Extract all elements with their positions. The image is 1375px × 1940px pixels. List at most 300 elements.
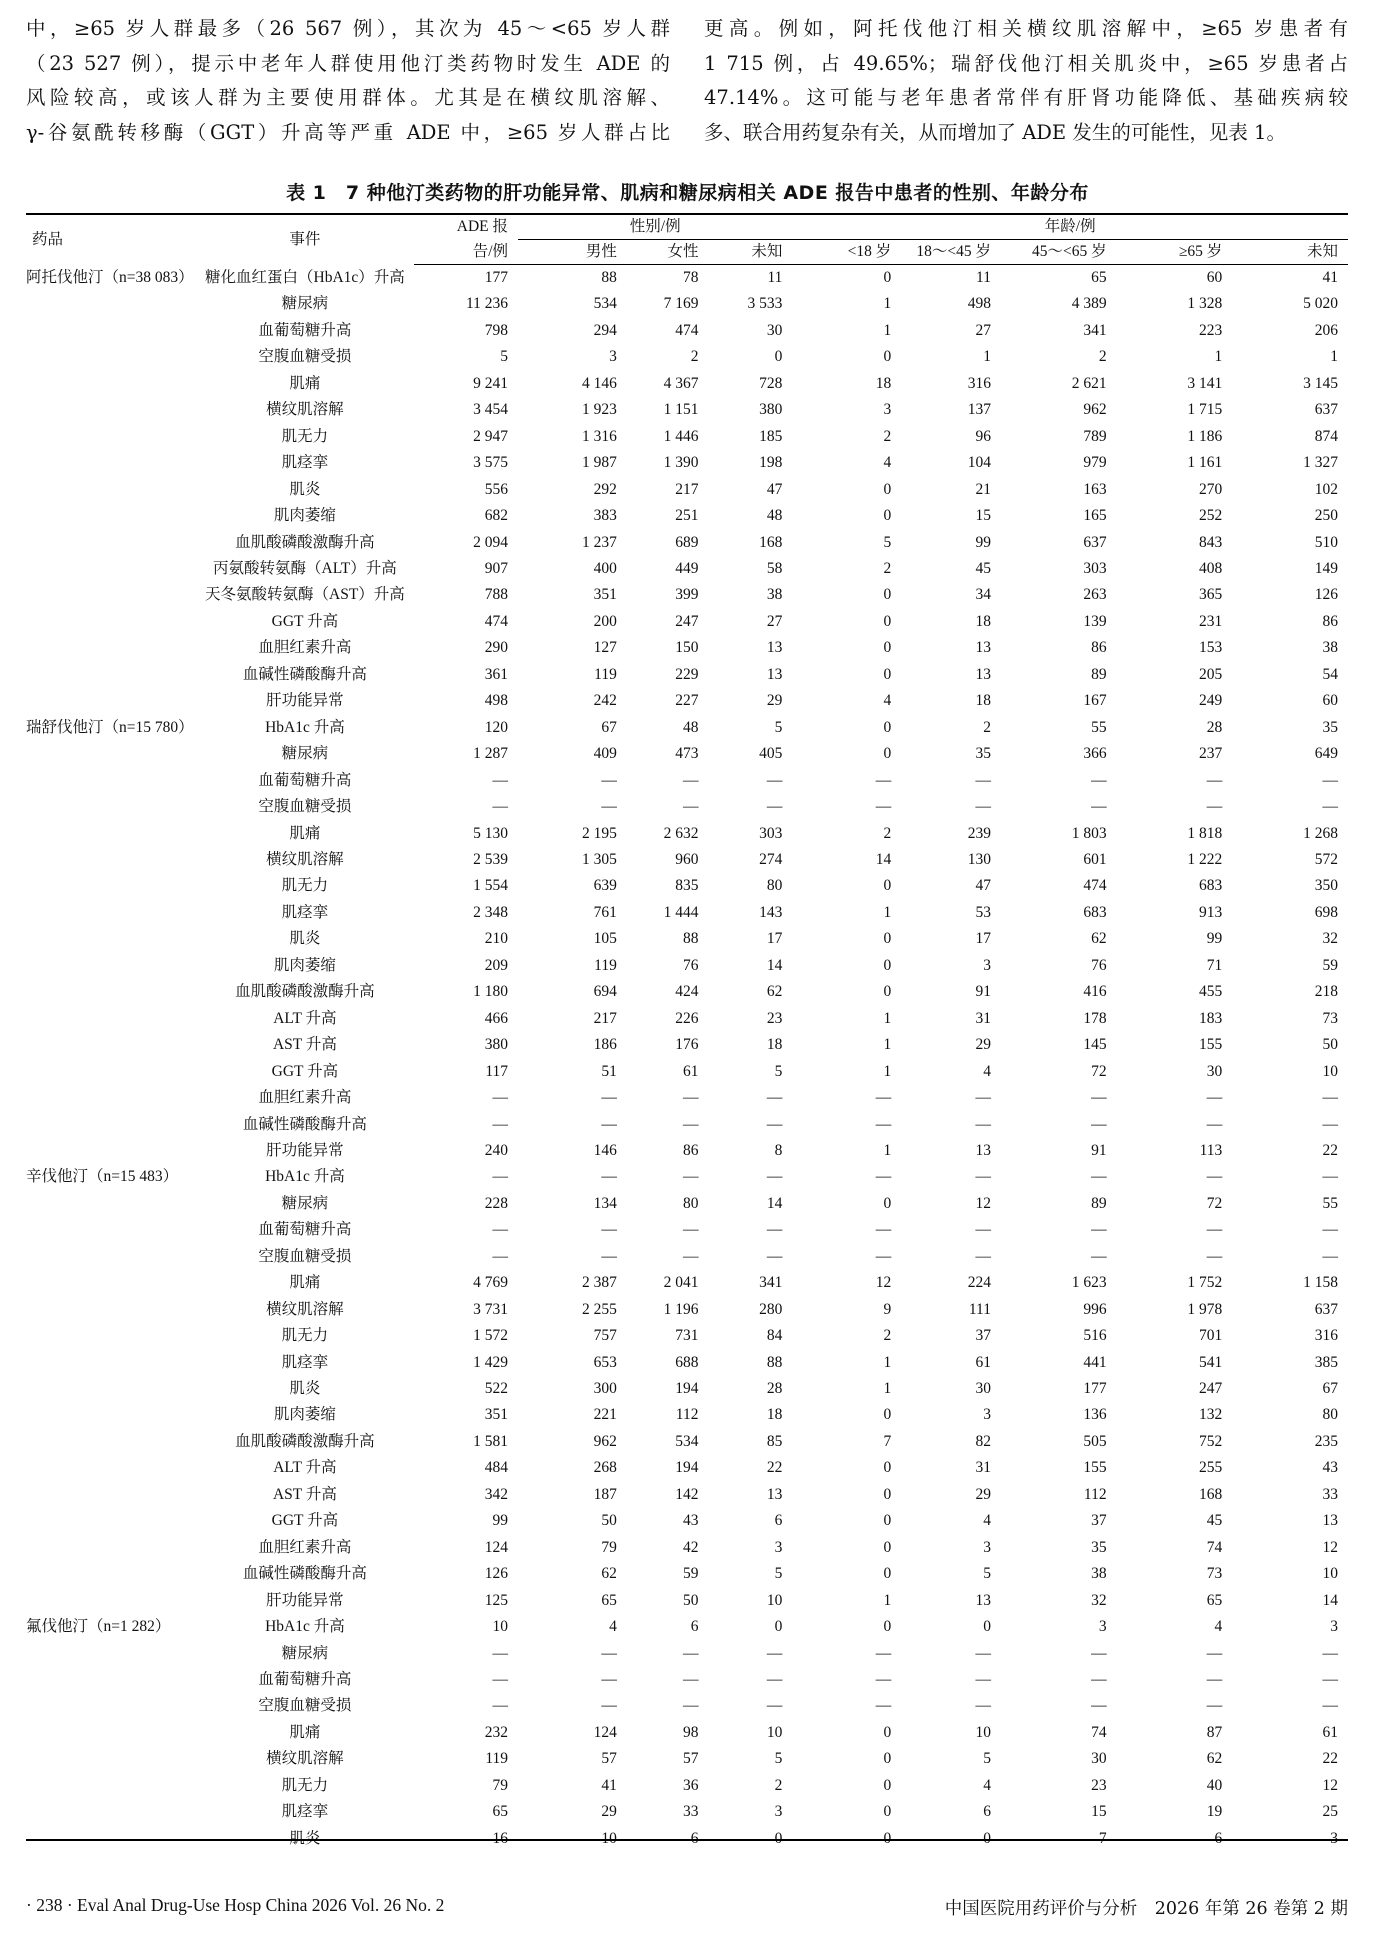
sex-unknown-cell: 62 [766, 983, 783, 1001]
event-cell: 丙氨酸转氨酶（ALT）升高 [213, 559, 397, 577]
event-cell: 肌痛 [289, 824, 321, 842]
ade-count-cell: 120 [484, 718, 509, 736]
age-45-65-cell: 263 [1083, 586, 1107, 604]
sex-unknown-cell: 380 [759, 401, 783, 419]
female-cell: 4 367 [663, 374, 699, 392]
age-under-18-cell: 1 [883, 1141, 892, 1159]
age-under-18-cell: 18 [875, 374, 892, 392]
male-cell: 1 305 [581, 850, 617, 868]
age-under-18-cell: 0 [883, 1194, 892, 1212]
ade-count-cell: — [492, 1671, 509, 1689]
age-under-18-cell: 1 [883, 903, 892, 921]
male-cell: 119 [594, 956, 617, 974]
male-cell: 1 987 [581, 454, 617, 472]
age-65-plus-cell: 270 [1199, 480, 1223, 498]
event-cell: 肌无力 [281, 1776, 329, 1794]
age-under-18-cell: 0 [883, 1618, 892, 1636]
age-18-45-cell: 29 [975, 1036, 991, 1054]
header-age-under-18: <18 岁 [792, 240, 901, 265]
event-cell: 肝功能异常 [266, 1591, 344, 1609]
female-cell: 689 [675, 533, 699, 551]
sex-unknown-cell: 5 [774, 1062, 783, 1080]
footer-right: 中国医院用药评价与分析 2026 年第 26 卷第 2 期 [944, 1899, 1348, 1919]
age-under-18-cell: — [875, 1089, 892, 1107]
ade-count-cell: 209 [484, 956, 509, 974]
age-65-plus-cell: 1 222 [1187, 850, 1223, 868]
table-row [26, 450, 1348, 476]
age-unknown-cell: 35 [1322, 718, 1338, 736]
age-65-plus-cell: 40 [1206, 1776, 1223, 1794]
table-row [26, 1746, 1348, 1772]
age-65-plus-cell: 231 [1199, 612, 1223, 630]
drug-cell [26, 1244, 196, 1270]
table-row [26, 318, 1348, 344]
age-65-plus-cell: — [1206, 1089, 1223, 1107]
age-unknown-cell: 54 [1322, 665, 1338, 683]
event-cell: HbA1c 升高 [265, 1168, 345, 1186]
age-65-plus-cell: — [1206, 1221, 1223, 1239]
ade-count-cell: 99 [492, 1512, 509, 1530]
drug-cell [26, 1112, 196, 1138]
sex-unknown-cell: 5 [774, 1565, 783, 1583]
age-under-18-cell: 2 [883, 1327, 892, 1345]
age-under-18-cell: 1 [883, 1036, 892, 1054]
drug-cell [26, 1614, 196, 1640]
age-under-18-cell: 0 [883, 1803, 892, 1821]
male-cell: 10 [601, 1829, 617, 1847]
ade-count-cell: 65 [492, 1803, 509, 1821]
drug-cell [26, 715, 196, 741]
ade-count-cell: 290 [484, 639, 509, 657]
table-row [26, 1032, 1348, 1058]
event-cell: 横纹肌溶解 [266, 850, 344, 868]
drug-cell [26, 847, 196, 873]
sex-unknown-cell: — [766, 1089, 783, 1107]
age-45-65-cell: 55 [1091, 718, 1107, 736]
event-cell: 肌肉萎缩 [273, 507, 336, 525]
age-45-65-cell: 167 [1083, 692, 1107, 710]
drug-cell [26, 900, 196, 926]
female-cell: 86 [682, 1141, 699, 1159]
age-45-65-cell: 441 [1083, 1353, 1107, 1371]
male-cell: 383 [593, 507, 617, 525]
female-cell: 194 [675, 1380, 699, 1398]
age-under-18-cell: 0 [883, 1512, 892, 1530]
header-ade-line1: ADE 报 [456, 218, 509, 236]
drug-cell [26, 1350, 196, 1376]
male-cell: — [601, 1221, 617, 1239]
male-cell: 62 [601, 1565, 617, 1583]
ade-count-cell: 788 [484, 586, 509, 604]
male-cell: 1 316 [581, 427, 617, 445]
ade-count-cell: — [492, 1089, 509, 1107]
male-cell: — [601, 1671, 617, 1689]
header-age-group: 年龄/例 [792, 215, 1348, 240]
ade-count-cell: — [492, 1221, 509, 1239]
event-cell: 天冬氨酸转氨酶（AST）升高 [205, 586, 405, 604]
sex-unknown-cell: — [766, 1221, 783, 1239]
ade-count-cell: 342 [484, 1485, 509, 1503]
table-row [26, 926, 1348, 952]
table-row [26, 1376, 1348, 1402]
table-row [26, 1350, 1348, 1376]
male-cell: 124 [593, 1723, 617, 1741]
table-row [26, 1720, 1348, 1746]
age-18-45-cell: 137 [967, 401, 991, 419]
age-45-65-cell: 2 [1098, 348, 1107, 366]
header-age-18-45: 18～<45 岁 [901, 240, 1001, 265]
male-cell: 88 [601, 269, 617, 286]
ade-count-cell: 351 [484, 1406, 509, 1424]
event-cell: 肌炎 [289, 1380, 321, 1398]
sex-unknown-cell: 30 [766, 321, 783, 339]
age-65-plus-cell: 155 [1199, 1036, 1223, 1054]
ade-count-cell: 361 [484, 665, 509, 683]
age-18-45-cell: 47 [975, 877, 991, 895]
drug-cell [26, 1455, 196, 1481]
male-cell: 41 [601, 1776, 617, 1794]
age-18-45-cell: 17 [975, 930, 991, 948]
ade-count-cell: 10 [492, 1618, 509, 1636]
male-cell: 221 [593, 1406, 617, 1424]
age-under-18-cell: 0 [883, 507, 892, 525]
ade-count-cell: 1 572 [473, 1327, 509, 1345]
ade-count-cell: — [492, 798, 509, 816]
sex-unknown-cell: — [766, 1168, 783, 1186]
ade-count-cell: 4 769 [473, 1274, 509, 1292]
drug-cell [26, 1429, 196, 1455]
age-under-18-cell: 0 [883, 639, 892, 657]
age-18-45-cell: 12 [975, 1194, 991, 1212]
age-18-45-cell: 21 [975, 480, 991, 498]
age-45-65-cell: 516 [1083, 1327, 1107, 1345]
male-cell: 409 [593, 745, 617, 763]
sex-unknown-cell: 28 [766, 1380, 783, 1398]
drug-cell [26, 344, 196, 370]
age-18-45-cell: 27 [975, 321, 991, 339]
age-18-45-cell: 3 [983, 1406, 991, 1424]
event-cell: 肌肉萎缩 [273, 1406, 336, 1424]
age-65-plus-cell: 72 [1206, 1194, 1223, 1212]
age-18-45-cell: 15 [975, 507, 991, 525]
age-unknown-cell: 637 [1314, 1300, 1338, 1318]
age-65-plus-cell: 1 328 [1187, 295, 1223, 313]
table-row [26, 1164, 1348, 1190]
female-cell: 534 [675, 1432, 699, 1450]
header-drug: 药品 [32, 230, 64, 248]
drug-cell [26, 1535, 196, 1561]
drug-cell [26, 371, 196, 397]
age-18-45-cell: 35 [975, 745, 991, 763]
female-cell: 36 [682, 1776, 699, 1794]
drug-cell [26, 1720, 196, 1746]
age-under-18-cell: 0 [883, 1723, 892, 1741]
age-18-45-cell: — [975, 1644, 991, 1662]
age-45-65-cell: 3 [1098, 1618, 1107, 1636]
female-cell: — [682, 1168, 699, 1186]
table-row [26, 979, 1348, 1005]
age-unknown-cell: 102 [1314, 480, 1338, 498]
intro-right-line: 47.14%。这可能与老年患者常伴有肝肾功能降低、基础疾病较 [704, 86, 1348, 109]
age-45-65-cell: 38 [1091, 1565, 1107, 1583]
ade-count-cell: — [492, 1115, 509, 1133]
ade-count-cell: — [492, 1644, 509, 1662]
age-18-45-cell: 13 [975, 639, 991, 657]
age-unknown-cell: 86 [1322, 612, 1338, 630]
male-cell: — [601, 1089, 617, 1107]
header-event: 事件 [289, 230, 321, 248]
age-18-45-cell: 91 [975, 983, 991, 1001]
age-65-plus-cell: 6 [1214, 1829, 1223, 1847]
age-18-45-cell: 82 [975, 1432, 991, 1450]
age-45-65-cell: 341 [1083, 321, 1107, 339]
intro-left-column [26, 12, 670, 150]
age-65-plus-cell: 30 [1206, 1062, 1223, 1080]
age-65-plus-cell: 99 [1206, 930, 1223, 948]
age-unknown-cell: — [1322, 1168, 1338, 1186]
age-under-18-cell: 2 [883, 824, 892, 842]
age-unknown-cell: 43 [1322, 1459, 1338, 1477]
drug-cell [26, 530, 196, 556]
female-cell: 474 [675, 321, 699, 339]
ade-count-cell: 798 [484, 321, 509, 339]
ade-count-cell: 466 [484, 1009, 509, 1027]
ade-count-cell: 3 454 [473, 401, 509, 419]
sex-unknown-cell: 48 [766, 507, 783, 525]
female-cell: 142 [675, 1485, 699, 1503]
sex-unknown-cell: — [766, 798, 783, 816]
ade-count-cell: 1 429 [473, 1353, 509, 1371]
age-45-65-cell: 155 [1083, 1459, 1107, 1477]
male-cell: 3 [609, 348, 617, 366]
age-unknown-cell: — [1322, 771, 1338, 789]
female-cell: — [682, 1089, 699, 1107]
female-cell: — [682, 1115, 699, 1133]
age-18-45-cell: 239 [967, 824, 991, 842]
female-cell: — [682, 1221, 699, 1239]
event-cell: 肌无力 [281, 877, 329, 895]
header-sex-unknown: 未知 [708, 240, 792, 265]
table-row [26, 1482, 1348, 1508]
table-row [26, 1429, 1348, 1455]
table-row [26, 1508, 1348, 1534]
header-sex-group: 性别/例 [518, 215, 792, 240]
age-65-plus-cell: 249 [1199, 692, 1223, 710]
age-45-65-cell: — [1091, 798, 1107, 816]
female-cell: 43 [682, 1512, 699, 1530]
female-cell: 1 444 [663, 903, 699, 921]
age-45-65-cell: — [1091, 1221, 1107, 1239]
female-cell: 247 [675, 612, 699, 630]
age-unknown-cell: 67 [1322, 1380, 1338, 1398]
event-cell: 糖化血红蛋白（HbA1c）升高 [205, 268, 405, 286]
table-row [26, 503, 1348, 529]
age-18-45-cell: 2 [983, 718, 991, 736]
event-cell: 糖尿病 [281, 295, 329, 313]
event-cell: 肌炎 [289, 480, 321, 498]
age-unknown-cell: 316 [1314, 1327, 1338, 1345]
age-45-65-cell: 996 [1083, 1300, 1107, 1318]
sex-unknown-cell: 274 [759, 850, 783, 868]
female-cell: 42 [682, 1538, 699, 1556]
ade-count-cell: 1 581 [473, 1432, 509, 1450]
drug-cell [26, 1667, 196, 1693]
male-cell: 105 [593, 930, 617, 948]
age-65-plus-cell: 87 [1206, 1723, 1223, 1741]
age-18-45-cell: 4 [983, 1062, 991, 1080]
age-under-18-cell: 2 [883, 559, 892, 577]
age-18-45-cell: 96 [975, 427, 991, 445]
age-unknown-cell: 32 [1322, 930, 1338, 948]
age-65-plus-cell: — [1206, 1247, 1223, 1265]
ade-count-cell: 1 554 [473, 877, 509, 895]
ade-count-cell: 498 [484, 692, 509, 710]
male-cell: 67 [601, 718, 617, 736]
drug-cell [26, 503, 196, 529]
table-container [26, 213, 1348, 1852]
drug-cell [26, 821, 196, 847]
age-45-65-cell: — [1091, 771, 1107, 789]
event-cell: 肌炎 [289, 1829, 321, 1847]
age-unknown-cell: 698 [1314, 903, 1338, 921]
age-18-45-cell: 0 [983, 1829, 991, 1847]
age-45-65-cell: 76 [1091, 956, 1107, 974]
age-18-45-cell: — [975, 1089, 991, 1107]
sex-unknown-cell: 84 [766, 1327, 783, 1345]
table-row [26, 1323, 1348, 1349]
header-age-65-plus: ≥65 岁 [1117, 240, 1233, 265]
age-45-65-cell: 178 [1083, 1009, 1107, 1027]
female-cell: 1 151 [663, 401, 699, 419]
age-under-18-cell: 0 [883, 480, 892, 498]
event-cell: 肌肉萎缩 [273, 956, 336, 974]
drug-name: 阿托伐他汀（n=38 083） [26, 268, 194, 286]
age-unknown-cell: 80 [1322, 1406, 1338, 1424]
table-row [26, 1270, 1348, 1296]
table-row [26, 1059, 1348, 1085]
table-row [26, 397, 1348, 423]
age-under-18-cell: — [875, 1644, 892, 1662]
sex-unknown-cell: 280 [759, 1300, 783, 1318]
age-45-65-cell: 2 621 [1071, 374, 1107, 392]
age-under-18-cell: 2 [883, 427, 892, 445]
age-under-18-cell: 1 [883, 1062, 892, 1080]
age-under-18-cell: 3 [883, 401, 892, 419]
sex-unknown-cell: 0 [774, 348, 783, 366]
age-unknown-cell: — [1322, 1644, 1338, 1662]
intro-right-column [704, 12, 1348, 150]
ade-count-cell: 1 287 [473, 745, 509, 763]
age-45-65-cell: 136 [1083, 1406, 1107, 1424]
age-18-45-cell: 10 [975, 1723, 991, 1741]
header-ade-line2: 告/例 [414, 240, 518, 265]
age-unknown-cell: 1 [1330, 348, 1338, 366]
header-age-45-65: 45～<65 岁 [1001, 240, 1117, 265]
age-65-plus-cell: 1 161 [1187, 454, 1223, 472]
ade-count-cell: 16 [492, 1829, 509, 1847]
table-row [26, 1535, 1348, 1561]
ade-count-cell: 124 [484, 1538, 509, 1556]
table-row [26, 900, 1348, 926]
age-under-18-cell: 0 [883, 665, 892, 683]
event-cell: 血胆红素升高 [258, 639, 352, 657]
age-65-plus-cell: 752 [1199, 1432, 1223, 1450]
sex-unknown-cell: 13 [766, 1485, 783, 1503]
sex-unknown-cell: 303 [759, 824, 783, 842]
male-cell: 79 [601, 1538, 617, 1556]
age-65-plus-cell: 74 [1206, 1538, 1223, 1556]
female-cell: 251 [675, 507, 699, 525]
sex-unknown-cell: — [766, 1671, 783, 1689]
age-unknown-cell: 1 268 [1303, 824, 1338, 842]
female-cell: 33 [682, 1803, 699, 1821]
ade-count-cell: 177 [484, 269, 509, 286]
age-45-65-cell: 303 [1083, 559, 1107, 577]
age-18-45-cell: — [975, 1115, 991, 1133]
sex-unknown-cell: 23 [766, 1009, 783, 1027]
age-under-18-cell: 4 [883, 692, 892, 710]
sex-unknown-cell: 85 [766, 1432, 783, 1450]
female-cell: — [682, 1247, 699, 1265]
age-45-65-cell: 65 [1091, 269, 1107, 286]
age-18-45-cell: 99 [975, 533, 991, 551]
age-45-65-cell: 683 [1083, 903, 1107, 921]
age-65-plus-cell: 1 818 [1187, 824, 1223, 842]
event-cell: 血肌酸磷酸激酶升高 [235, 533, 375, 551]
age-unknown-cell: 25 [1322, 1803, 1338, 1821]
table-row [26, 1006, 1348, 1032]
age-unknown-cell: 874 [1314, 427, 1338, 445]
table-body [26, 265, 1348, 1853]
drug-cell [26, 397, 196, 423]
sex-unknown-cell: 728 [759, 374, 783, 392]
age-65-plus-cell: 408 [1199, 559, 1223, 577]
sex-unknown-cell: 27 [766, 612, 783, 630]
age-under-18-cell: 1 [883, 1591, 892, 1609]
sex-unknown-cell: — [766, 1644, 783, 1662]
table-row [26, 582, 1348, 608]
age-45-65-cell: 366 [1083, 745, 1107, 763]
female-cell: — [682, 1671, 699, 1689]
drug-cell [26, 1085, 196, 1111]
age-18-45-cell: 4 [983, 1776, 991, 1794]
sex-unknown-cell: 10 [766, 1723, 783, 1741]
drug-cell [26, 1164, 196, 1190]
event-cell: 血碱性磷酸酶升高 [242, 1565, 367, 1583]
event-cell: 血碱性磷酸酶升高 [242, 665, 367, 683]
age-18-45-cell: — [975, 1221, 991, 1239]
event-cell: 血葡萄糖升高 [258, 1221, 352, 1239]
age-65-plus-cell: 113 [1199, 1141, 1223, 1159]
age-65-plus-cell: 252 [1199, 507, 1223, 525]
age-65-plus-cell: 247 [1199, 1380, 1223, 1398]
age-45-65-cell: 637 [1083, 533, 1107, 551]
age-under-18-cell: 0 [883, 718, 892, 736]
drug-cell [26, 424, 196, 450]
age-under-18-cell: — [875, 1168, 892, 1186]
age-under-18-cell: 12 [875, 1274, 892, 1292]
ade-count-cell: 5 [500, 348, 509, 366]
age-18-45-cell: — [975, 1671, 991, 1689]
intro-right-line: 多、联合用药复杂有关，从而增加了 ADE 发生的可能性，见表 1。 [704, 120, 1286, 144]
table-row [26, 1455, 1348, 1481]
age-65-plus-cell: 843 [1199, 533, 1223, 551]
age-18-45-cell: 13 [975, 665, 991, 683]
table-row [26, 1244, 1348, 1270]
age-unknown-cell: 637 [1314, 401, 1338, 419]
age-unknown-cell: 12 [1322, 1538, 1338, 1556]
age-45-65-cell: 145 [1083, 1036, 1107, 1054]
